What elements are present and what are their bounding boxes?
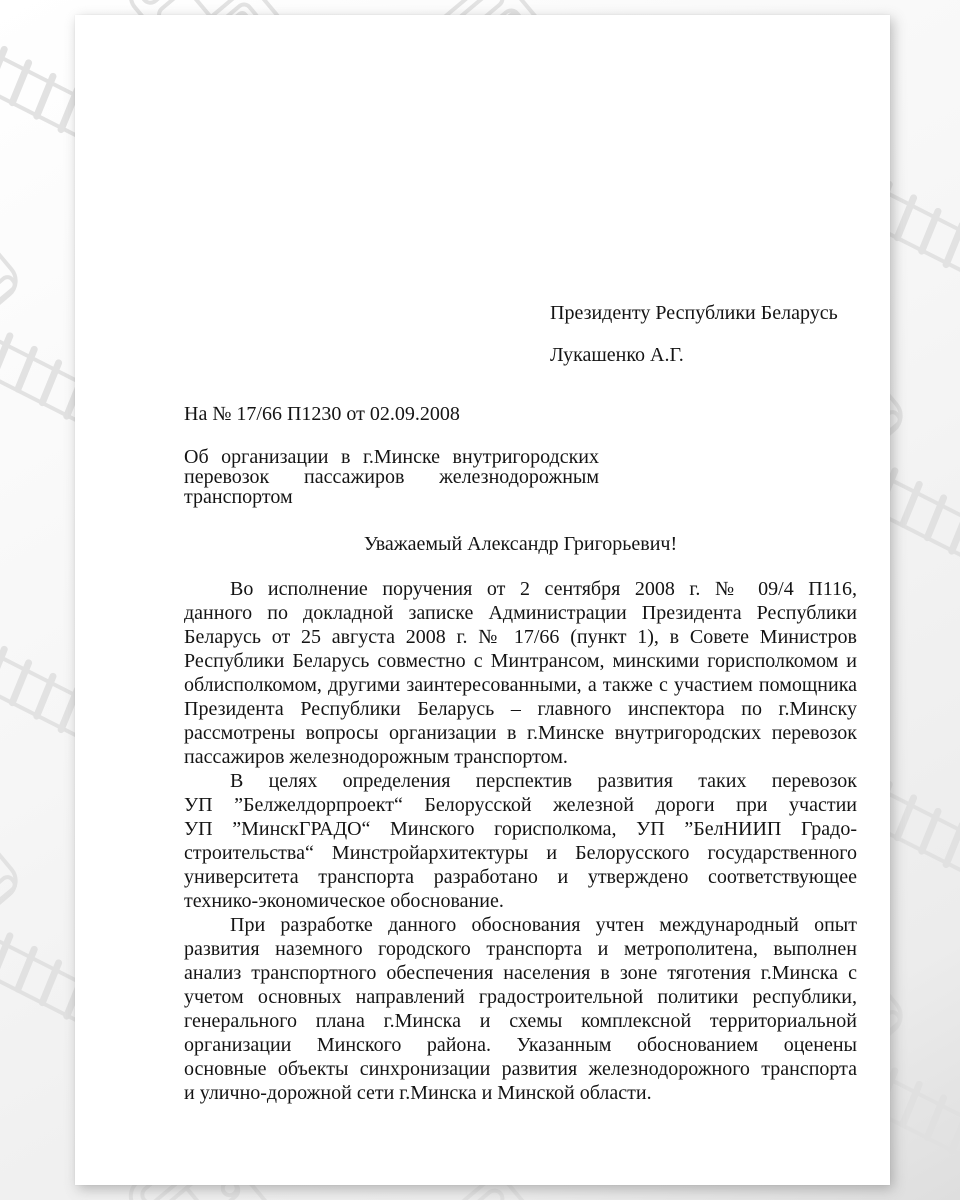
text-line: Об организации в г.Минске внутригородских [184,446,599,468]
text-line: Республики Беларусь совместно с Минтрансом, минскими горисполкомом и [184,650,857,672]
letter-body [184,577,857,1105]
text-line: строительства“ Минстройархитектуры и Белорусского государственного [184,842,857,864]
text-line: перевозок пассажиров железнодорожным [184,466,599,488]
text-line: анализ транспортного обеспечения населения в зоне тяготения г.Минска с [184,962,857,984]
text-line: и улично-дорожной сети г.Минска и Минской области. [184,1082,652,1104]
text-line: университета транспорта разработано и утверждено соответствующее [184,866,857,888]
text-line: данного по докладной записке Администрации Президента Республики [184,602,857,624]
text-line: рассмотрены вопросы организации в г.Минске внутригородских перевозок [184,722,857,744]
text-line: основные объекты синхронизации развития железнодорожного транспорта [184,1058,857,1080]
text-line: Беларусь от 25 августа 2008 г. № 17/66 (пункт 1), в Совете Министров [184,626,857,648]
text-line: развития наземного городского транспорта и метрополитена, выполнен [184,938,857,960]
text-line: учетом основных направлений градостроительной политики республики, [184,986,857,1008]
subject-block [184,447,599,507]
text-line: УП ”Белжелдорпроект“ Белорусской железной дороги при участии [184,794,857,816]
text-line: При разработке данного обоснования учтен международный опыт [230,914,857,936]
text-line: пассажиров железнодорожным транспортом. [184,746,568,768]
reference-line: На № 17/66 П1230 от 02.09.2008 [184,403,460,425]
text-line: В целях определения перспектив развития таких перевозок [230,770,857,792]
letter-page [75,15,890,1185]
text-line: облисполкомом, другими заинтересованными, а также с участием помощника [184,674,857,696]
text-line: генерального плана г.Минска и схемы комплексной территориальной [184,1010,857,1032]
addressee-title: Президенту Республики Беларусь [550,302,838,324]
text-line: Президента Республики Беларусь – главного инспектора по г.Минску [184,698,857,720]
text-line: транспортом [184,486,293,508]
paragraph [184,769,857,913]
addressee-block [550,292,880,376]
text-line: Во исполнение поручения от 2 сентября 2008 г. № 09/4 П116, [230,578,857,600]
text-line: технико-экономическое обоснование. [184,890,504,912]
paragraph [184,913,857,1105]
salutation: Уважаемый Александр Григорьевич! [363,533,678,555]
paragraph [184,577,857,769]
addressee-name: Лукашенко А.Г. [550,344,684,366]
text-line: организации Минского района. Указанным обоснованием оценены [184,1034,857,1056]
text-line: УП ”МинскГРАДО“ Минского горисполкома, УП ”БелНИИП Градо- [184,818,857,840]
